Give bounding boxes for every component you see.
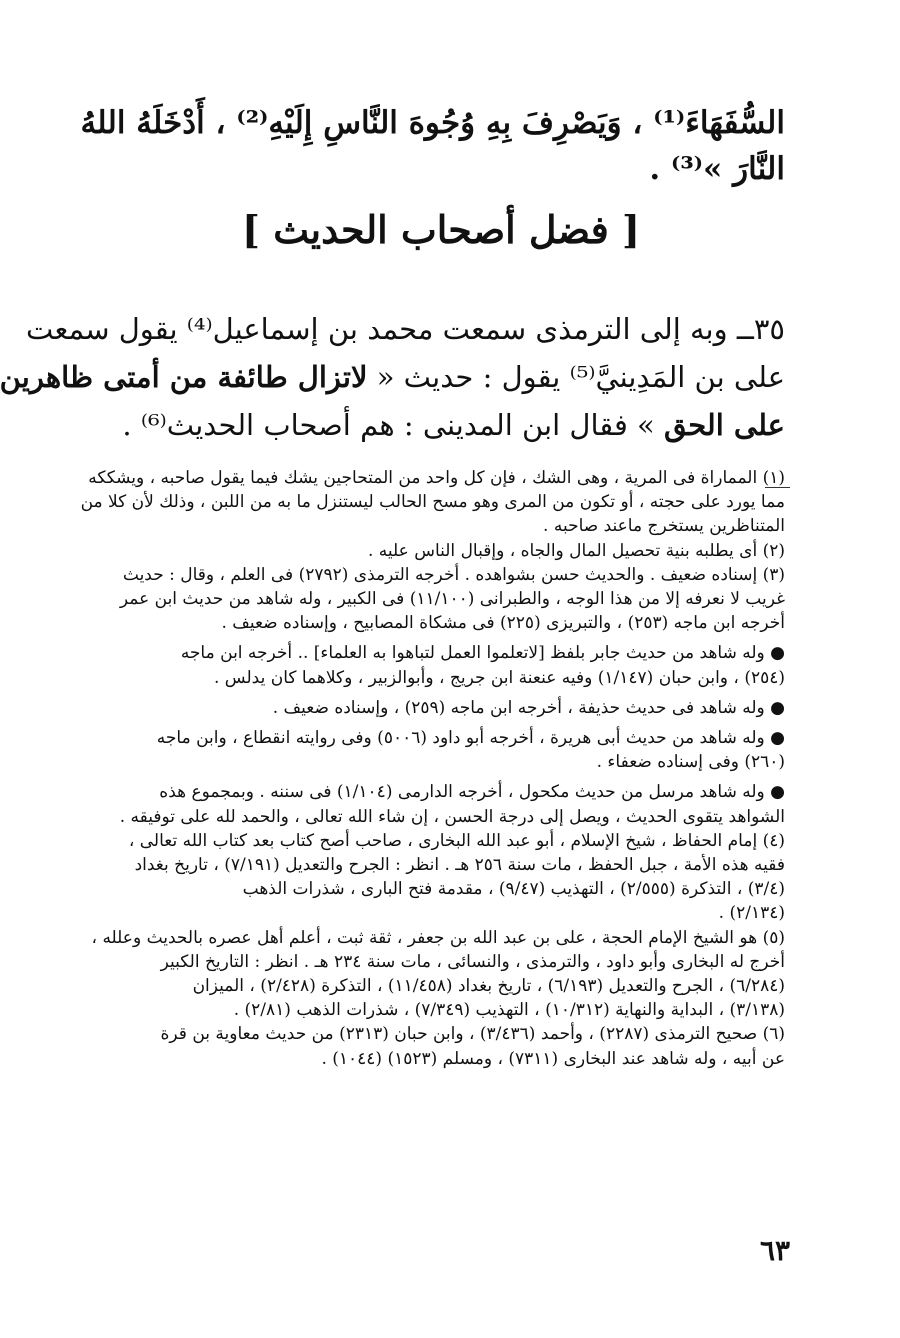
footnote-line: (٦) صحيح الترمذى (٢٢٨٧) ، وأحمد (٣/٤٣٦) ، وابن حبان (٢٣١٣) من حديث معاوية بن قرة [160, 1024, 785, 1045]
footnote-line: (٦/٢٨٤) ، الجرح والتعديل (٦/١٩٣) ، تاريخ بغداد (١١/٤٥٨) ، التذكرة (٢/٤٢٨) ، الميزان [192, 976, 785, 997]
page-number: ٦٣ [760, 1234, 791, 1267]
footnote-line: غريب لا نعرفه إلا من هذا الوجه ، والطبرانى (١١/١٠٠) فى الكبير ، وله شاهد من حديث ابن عمر [119, 589, 785, 610]
main-text-line-2: النَّارَ »⁽³⁾ . [649, 151, 785, 187]
footnote-line: (٣/١٣٨) ، البداية والنهاية (١٠/٣١٢) ، التهذيب (٧/٣٤٩) ، شذرات الذهب (٢/٨١) . [233, 1000, 785, 1021]
footnote-line: (٣/٤) ، التذكرة (٢/٥٥٥) ، التهذيب (٩/٤٧) ، مقدمة فتح البارى ، شذرات الذهب [242, 879, 785, 900]
hadith-paragraph [0, 305, 785, 449]
footnote-line: ● وله شاهد مرسل من حديث مكحول ، أخرجه الدارمى (١/١٠٤) فى سننه . وبمجموع هذه [159, 782, 785, 803]
footnote-line: أخرج له البخارى وأبو داود ، والترمذى ، والنسائى ، مات سنة ٢٣٤ هـ . انظر : التاريخ الكبير [160, 951, 785, 972]
footnote-line: (٢٥٤) ، وابن حبان (١/١٤٧) وفيه عنعنة ابن جريج ، وأبوالزبير ، وكلاهما كان يدلس . [214, 667, 785, 688]
footnote-line: ● وله شاهد من حديث جابر بلفظ [لاتعلموا العمل لتباهوا به العلماء] .. أخرجه ابن ماجه [180, 643, 785, 664]
footnote-line: ● وله شاهد من حديث أبى هريرة ، أخرجه أبو داود (٥٠٠٦) وفى روايته انقطاع ، وابن ماجه [156, 728, 785, 749]
footnote-line: أخرجه ابن ماجه (٢٥٣) ، والتبريزى (٢٢٥) فى مشكاة المصابيح ، وإسناده ضعيف . [221, 613, 785, 634]
hadith-line-3 [115, 401, 785, 449]
footnote-line: (٢/١٣٤) . [718, 903, 785, 924]
footnote-line: الشواهد يتقوى الحديث ، ويصل إلى درجة الحسن ، إن شاء الله تعالى ، والحمد لله على توفيقه . [119, 806, 785, 827]
footnote-line: عن أبيه ، وله شاهد عند البخارى (٧٣١١) ، ومسلم (١٥٢٣) (١٠٤٤) . [321, 1048, 785, 1069]
footnotes [80, 466, 785, 1071]
footnote-line: ● وله شاهد فى حديث حذيفة ، أخرجه ابن ماجه (٢٥٩) ، وإسناده ضعيف . [272, 697, 785, 718]
section-heading: [ فضل أصحاب الحديث ] [242, 207, 640, 252]
footnote-line: (٢) أى يطلبه بنية تحصيل المال والجاه ، وإقبال الناس عليه . [367, 540, 785, 561]
footnote-line: (٢٦٠) وفى إسناده ضعفاء . [596, 752, 785, 773]
hadith-line-1: ٣٥ــ وبه إلى الترمذى سمعت محمد بن إسماعيل⁽⁴⁾ يقول سمعت [25, 312, 785, 346]
footnote-line: (٣) إسناده ضعيف . والحديث حسن بشواهده . أخرجه الترمذى (٢٧٩٢) فى العلم ، وقال : حديث [122, 564, 785, 585]
footnote-line: المتناظرين يستخرج ماعند صاحبه . [543, 516, 785, 537]
footnote-line: فقيه هذه الأمة ، جبل الحفظ ، مات سنة ٢٥٦ هـ . انظر : الجرح والتعديل (٧/١٩١) ، تاريخ بغداد [134, 855, 785, 876]
hadith-line-3-text: » فقال ابن المدينى : هم أصحاب الحديث⁽⁶⁾ . [122, 408, 665, 442]
hadith-quote-2: على الحق [664, 408, 785, 442]
main-text-line-1: السُّفَهَاءَ⁽¹⁾ ، وَيَصْرِفَ بِهِ وُجُوهَ النَّاسِ إِلَيْهِ⁽²⁾ ، أَدْخَلَهُ اللهُ [80, 105, 785, 141]
hadith-line-2-text: على بن المَدِينيَّ⁽⁵⁾ يقول : حديث « [367, 360, 785, 394]
hadith-line-2 [0, 353, 785, 401]
main-text [80, 100, 785, 192]
footnote-line: مما يورد على حجته ، أو تكون من المرى وهو مسح الحالب ليستنزل ما به من اللبن ، وذلك لأن كلا من [80, 492, 785, 513]
hadith-quote-1: لاتزال طائفة من أمتى ظاهرين [0, 360, 368, 394]
footnote-line: (٤) إمام الحفاظ ، شيخ الإسلام ، أبو عبد الله البخارى ، صاحب أصح كتاب بعد كتاب الله تعالى ، [128, 830, 785, 851]
footnote-line: (١) المماراة فى المرية ، وهى الشك ، فإن كل واحد من المتحاجين يشك فيما يقول صاحبه ، ويشككه [88, 468, 785, 488]
footnote-line: (٥) هو الشيخ الإمام الحجة ، على بن عبد الله بن جعفر ، ثقة ثبت ، أعلم أهل عصره بالحديث وعلله ، [91, 927, 785, 948]
